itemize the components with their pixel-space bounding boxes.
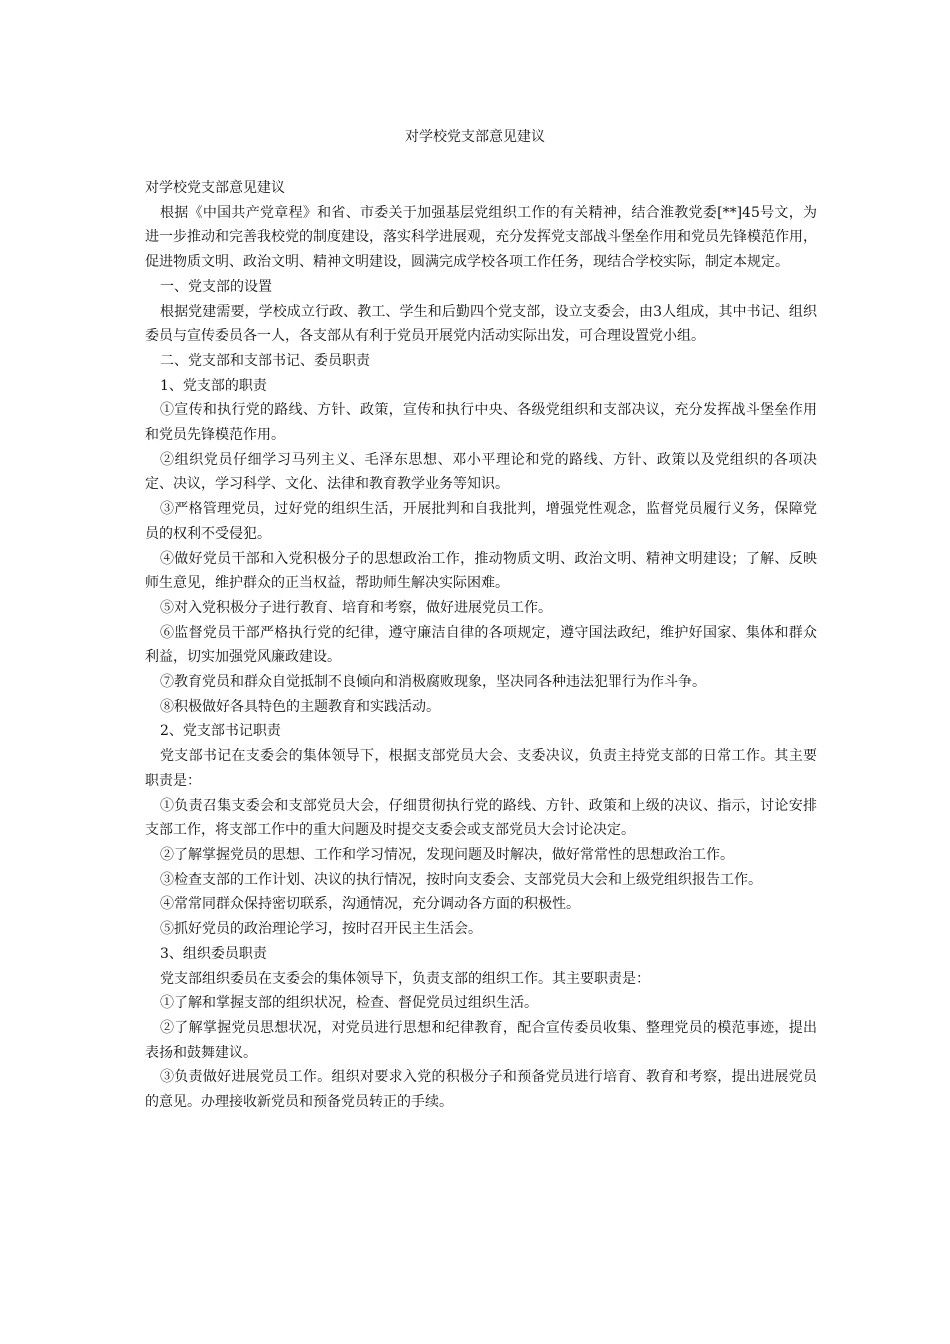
- paragraph: 根据《中国共产党章程》和省、市委关于加强基层党组织工作的有关精神，结合淮教党委[**]45号文，为进一步推动和完善我校党的制度建设，落实科学进展观，充分发挥党支部战斗堡垒作用和党员先锋模范作用，促进物质文明、政治文明、精神文明建设，圆满完成学校各项工作任务，现结合学校实际，制定本规定。: [145, 204, 817, 271]
- paragraph: 一、党支部的设置: [160, 278, 272, 295]
- paragraph: ②了解掌握党员的思想、工作和学习情况，发现问题及时解决，做好常常性的思想政治工作。: [160, 846, 734, 863]
- paragraph: ③检查支部的工作计划、决议的执行情况，按时向支委会、支部党员大会和上级党组织报告工作。: [160, 871, 762, 888]
- paragraph: ⑤抓好党员的政治理论学习，按时召开民主生活会。: [160, 921, 482, 938]
- paragraph: ⑧积极做好各具特色的主题教育和实践活动。: [160, 698, 440, 715]
- paragraph: ②组织党员仔细学习马列主义、毛泽东思想、邓小平理论和党的路线、方针、政策以及党组织的各项决定、决议，学习科学、文化、法律和教育教学业务等知识。: [145, 451, 817, 493]
- paragraph: 2、党支部书记职责: [160, 723, 281, 740]
- paragraph: ①了解和掌握支部的组织状况，检查、督促党员过组织生活。: [160, 995, 538, 1012]
- paragraph: ①负责召集支委会和支部党员大会，仔细贯彻执行党的路线、方针、政策和上级的决议、指示，讨论安排支部工作，将支部工作中的重大问题及时提交支委会或支部党员大会讨论决定。: [145, 797, 817, 839]
- document-title: 对学校党支部意见建议: [405, 129, 545, 145]
- paragraph: ④常常同群众保持密切联系，沟通情况，充分调动各方面的积极性。: [160, 896, 580, 913]
- paragraph: 二、党支部和支部书记、委员职责: [160, 352, 370, 369]
- paragraph: 对学校党支部意见建议: [145, 180, 285, 196]
- paragraph: 党支部组织委员在支委会的集体领导下，负责支部的组织工作。其主要职责是：: [160, 970, 650, 987]
- paragraph: 党支部书记在支委会的集体领导下，根据支部党员大会、支委决议，负责主持党支部的日常工作。其主要职责是：: [145, 748, 817, 789]
- paragraph: ④做好党员干部和入党积极分子的思想政治工作，推动物质文明、政治文明、精神文明建设；了解、反映师生意见，维护群众的正当权益，帮助师生解决实际困难。: [145, 550, 817, 592]
- paragraph: ③负责做好进展党员工作。组织对要求入党的积极分子和预备党员进行培育、教育和考察，提出进展党员的意见。办理接收新党员和预备党员转正的手续。: [145, 1069, 817, 1111]
- paragraph: ①宣传和执行党的路线、方针、政策，宣传和执行中央、各级党组织和支部决议，充分发挥战斗堡垒作用和党员先锋模范作用。: [145, 402, 817, 444]
- paragraph: 3、组织委员职责: [160, 945, 267, 962]
- paragraph: 根据党建需要，学校成立行政、教工、学生和后勤四个党支部，设立支委会，由3人组成，其中书记、组织委员与宣传委员各一人，各支部从有利于党员开展党内活动实际出发，可合理设置党小组。: [145, 303, 817, 345]
- paragraph: ⑤对入党积极分子进行教育、培育和考察，做好进展党员工作。: [160, 599, 552, 616]
- paragraph: ⑥监督党员干部严格执行党的纪律，遵守廉洁自律的各项规定，遵守国法政纪，维护好国家、集体和群众利益，切实加强党风廉政建设。: [145, 624, 817, 666]
- paragraph: ③严格管理党员，过好党的组织生活，开展批判和自我批判，增强党性观念，监督党员履行义务，保障党员的权利不受侵犯。: [145, 501, 817, 542]
- paragraph: ②了解掌握党员思想状况，对党员进行思想和纪律教育，配合宣传委员收集、整理党员的模范事迹，提出表扬和鼓舞建议。: [145, 1019, 817, 1061]
- paragraph: ⑦教育党员和群众自觉抵制不良倾向和消极腐败现象，坚决同各种违法犯罪行为作斗争。: [160, 674, 706, 691]
- document-body: [145, 176, 817, 1115]
- paragraph: 1、党支部的职责: [160, 377, 267, 394]
